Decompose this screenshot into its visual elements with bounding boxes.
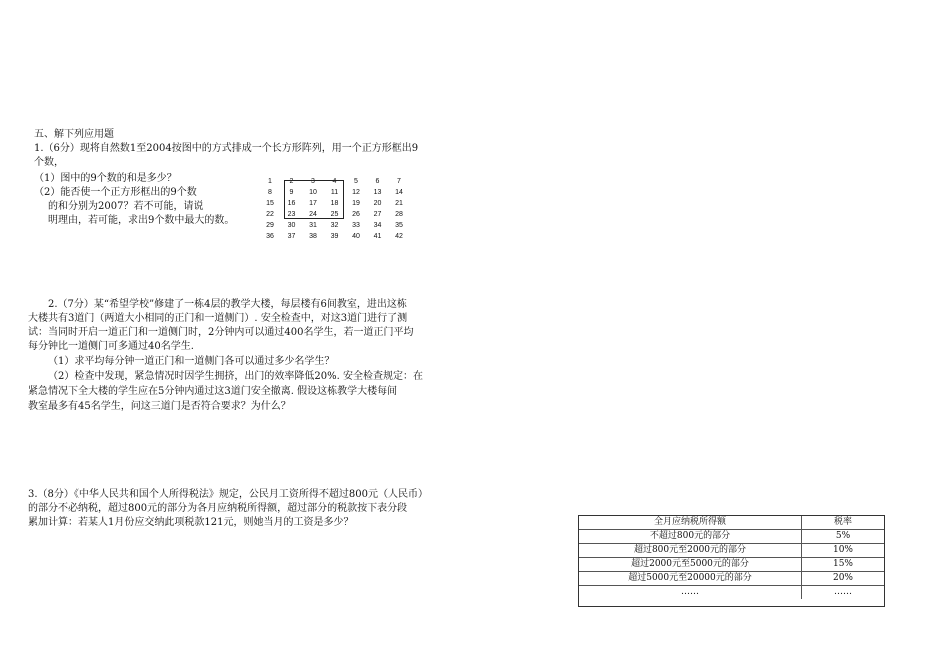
q2-sub-1: （1）求平均每分钟一道正门和一道侧门各可以通过多少名学生？ [48, 356, 335, 367]
q3-line-3: 累加计算：若某人1月份应交纳此项税款121元，则她当月的工资是多少？ [28, 517, 354, 528]
grid-cell: 5 [354, 178, 358, 185]
grid-cell: 34 [373, 222, 382, 229]
grid-cell: 40 [352, 233, 360, 240]
grid-cell: 39 [330, 233, 339, 240]
grid-cell: 31 [309, 222, 317, 229]
grid-cell: 21 [395, 200, 403, 207]
table-row [579, 586, 884, 600]
q3-line-2: 的部分不必纳税，超过800元的部分为各月应纳税所得额，超过部分的税款按下表分段 [28, 503, 408, 514]
grid-cell: 15 [266, 200, 274, 207]
grid-cell: 22 [266, 211, 274, 218]
grid-cell: 18 [330, 200, 339, 207]
q2-line-2: 大楼共有3道门（两道大小相同的正门和一道侧门）. 安全检查中，对这3道门进行了测 [28, 313, 408, 324]
grid-cell: 41 [373, 233, 382, 240]
table-row [579, 558, 884, 572]
grid-cell: 24 [309, 211, 317, 218]
tax-rate: 20% [802, 572, 885, 586]
q3-line-1: 3.（8分）《中华人民共和国个人所得税法》规定，公民月工资所得不超过800元（人民币） [28, 489, 428, 500]
grid-cell: 8 [268, 189, 272, 196]
income-range: 超过800元至2000元的部分 [579, 544, 802, 558]
q1-line-2: 个数， [34, 157, 64, 168]
q2-sub-2-line-3: 教室最多有45名学生，问这三道门是否符合要求？为什么？ [28, 401, 291, 412]
q1-sub-2-line-1: （2）能否使一个正方形框出的9个数 [34, 187, 197, 198]
grid-cell: 7 [397, 178, 401, 185]
grid-cell: 36 [266, 233, 274, 240]
table-row [579, 530, 884, 544]
q2-line-1: 2.（7分）某“希望学校”修建了一栋4层的教学大楼，每层楼有6间教室，进出这栋 [48, 299, 407, 310]
q2-sub-2-line-1: （2）检查中发现，紧急情况时因学生拥挤，出门的效率降低20%. 安全检查规定：在 [48, 371, 423, 382]
table-row [579, 572, 884, 586]
income-range: …… [579, 586, 802, 600]
grid-cell: 13 [373, 189, 382, 196]
grid-cell: 6 [375, 178, 380, 185]
q2-line-4: 每分钟比一道侧门可多通过40名学生. [28, 341, 194, 352]
income-range: 不超过800元的部分 [579, 530, 802, 544]
tax-rate-table [578, 515, 885, 607]
grid-cell: 42 [395, 233, 403, 240]
q2-sub-2-line-2: 紧急情况下全大楼的学生应在5分钟内通过这3道门安全撤离. 假设这栋教学大楼每间 [28, 386, 398, 397]
header-rate: 税率 [802, 516, 885, 530]
grid-cell: 23 [287, 211, 296, 218]
grid-cell: 33 [352, 222, 360, 229]
grid-cell: 19 [352, 200, 360, 207]
grid-cell: 35 [395, 222, 403, 229]
tax-rate: …… [834, 587, 852, 597]
q2-line-3: 试：当同时开启一道正门和一道侧门时，2分钟内可以通过400名学生，若一道正门平均 [28, 327, 414, 338]
grid-cell: 4 [332, 178, 337, 185]
tax-rate: 5% [802, 530, 885, 544]
grid-cell: 27 [373, 211, 382, 218]
grid-cell: 9 [289, 189, 294, 196]
square-frame [284, 180, 344, 219]
grid-cell: 3 [311, 178, 315, 185]
q1-line-1: 1.（6分）现将自然数1至2004按图中的方式排成一个长方形阵列，用一个正方形框出9 [34, 143, 419, 154]
grid-cell: 29 [266, 222, 274, 229]
income-range: 超过2000元至5000元的部分 [579, 558, 802, 572]
grid-cell: 25 [330, 211, 339, 218]
grid-cell: 26 [352, 211, 360, 218]
grid-cell: 12 [352, 189, 360, 196]
tax-rate: 10% [802, 544, 885, 558]
grid-cell: 10 [309, 189, 317, 196]
grid-cell: 1 [268, 178, 272, 185]
section-title: 五、解下列应用题 [34, 129, 114, 140]
grid-cell: 20 [373, 200, 382, 207]
grid-cell: 30 [287, 222, 296, 229]
grid-cell: 14 [395, 189, 403, 196]
grid-cell: 32 [330, 222, 339, 229]
grid-cell: 2 [289, 178, 294, 185]
grid-cell: 38 [309, 233, 317, 240]
table-row [579, 544, 884, 558]
q1-sub-2-line-2: 的和分别为2007？若不可能，请说 [48, 201, 204, 212]
tax-rate: 15% [802, 558, 885, 572]
grid-cell: 16 [287, 200, 296, 207]
grid-cell: 37 [287, 233, 296, 240]
grid-cell: 28 [395, 211, 403, 218]
grid-cell: 11 [330, 189, 339, 196]
tax-table-header [579, 516, 884, 530]
grid-cell: 17 [309, 200, 317, 207]
header-income: 全月应纳税所得额 [579, 516, 802, 530]
q1-sub-1: （1）图中的9个数的和是多少？ [34, 173, 177, 184]
income-range: 超过5000元至20000元的部分 [579, 572, 802, 586]
q1-sub-2-line-3: 明理由，若可能，求出9个数中最大的数。 [48, 215, 235, 226]
